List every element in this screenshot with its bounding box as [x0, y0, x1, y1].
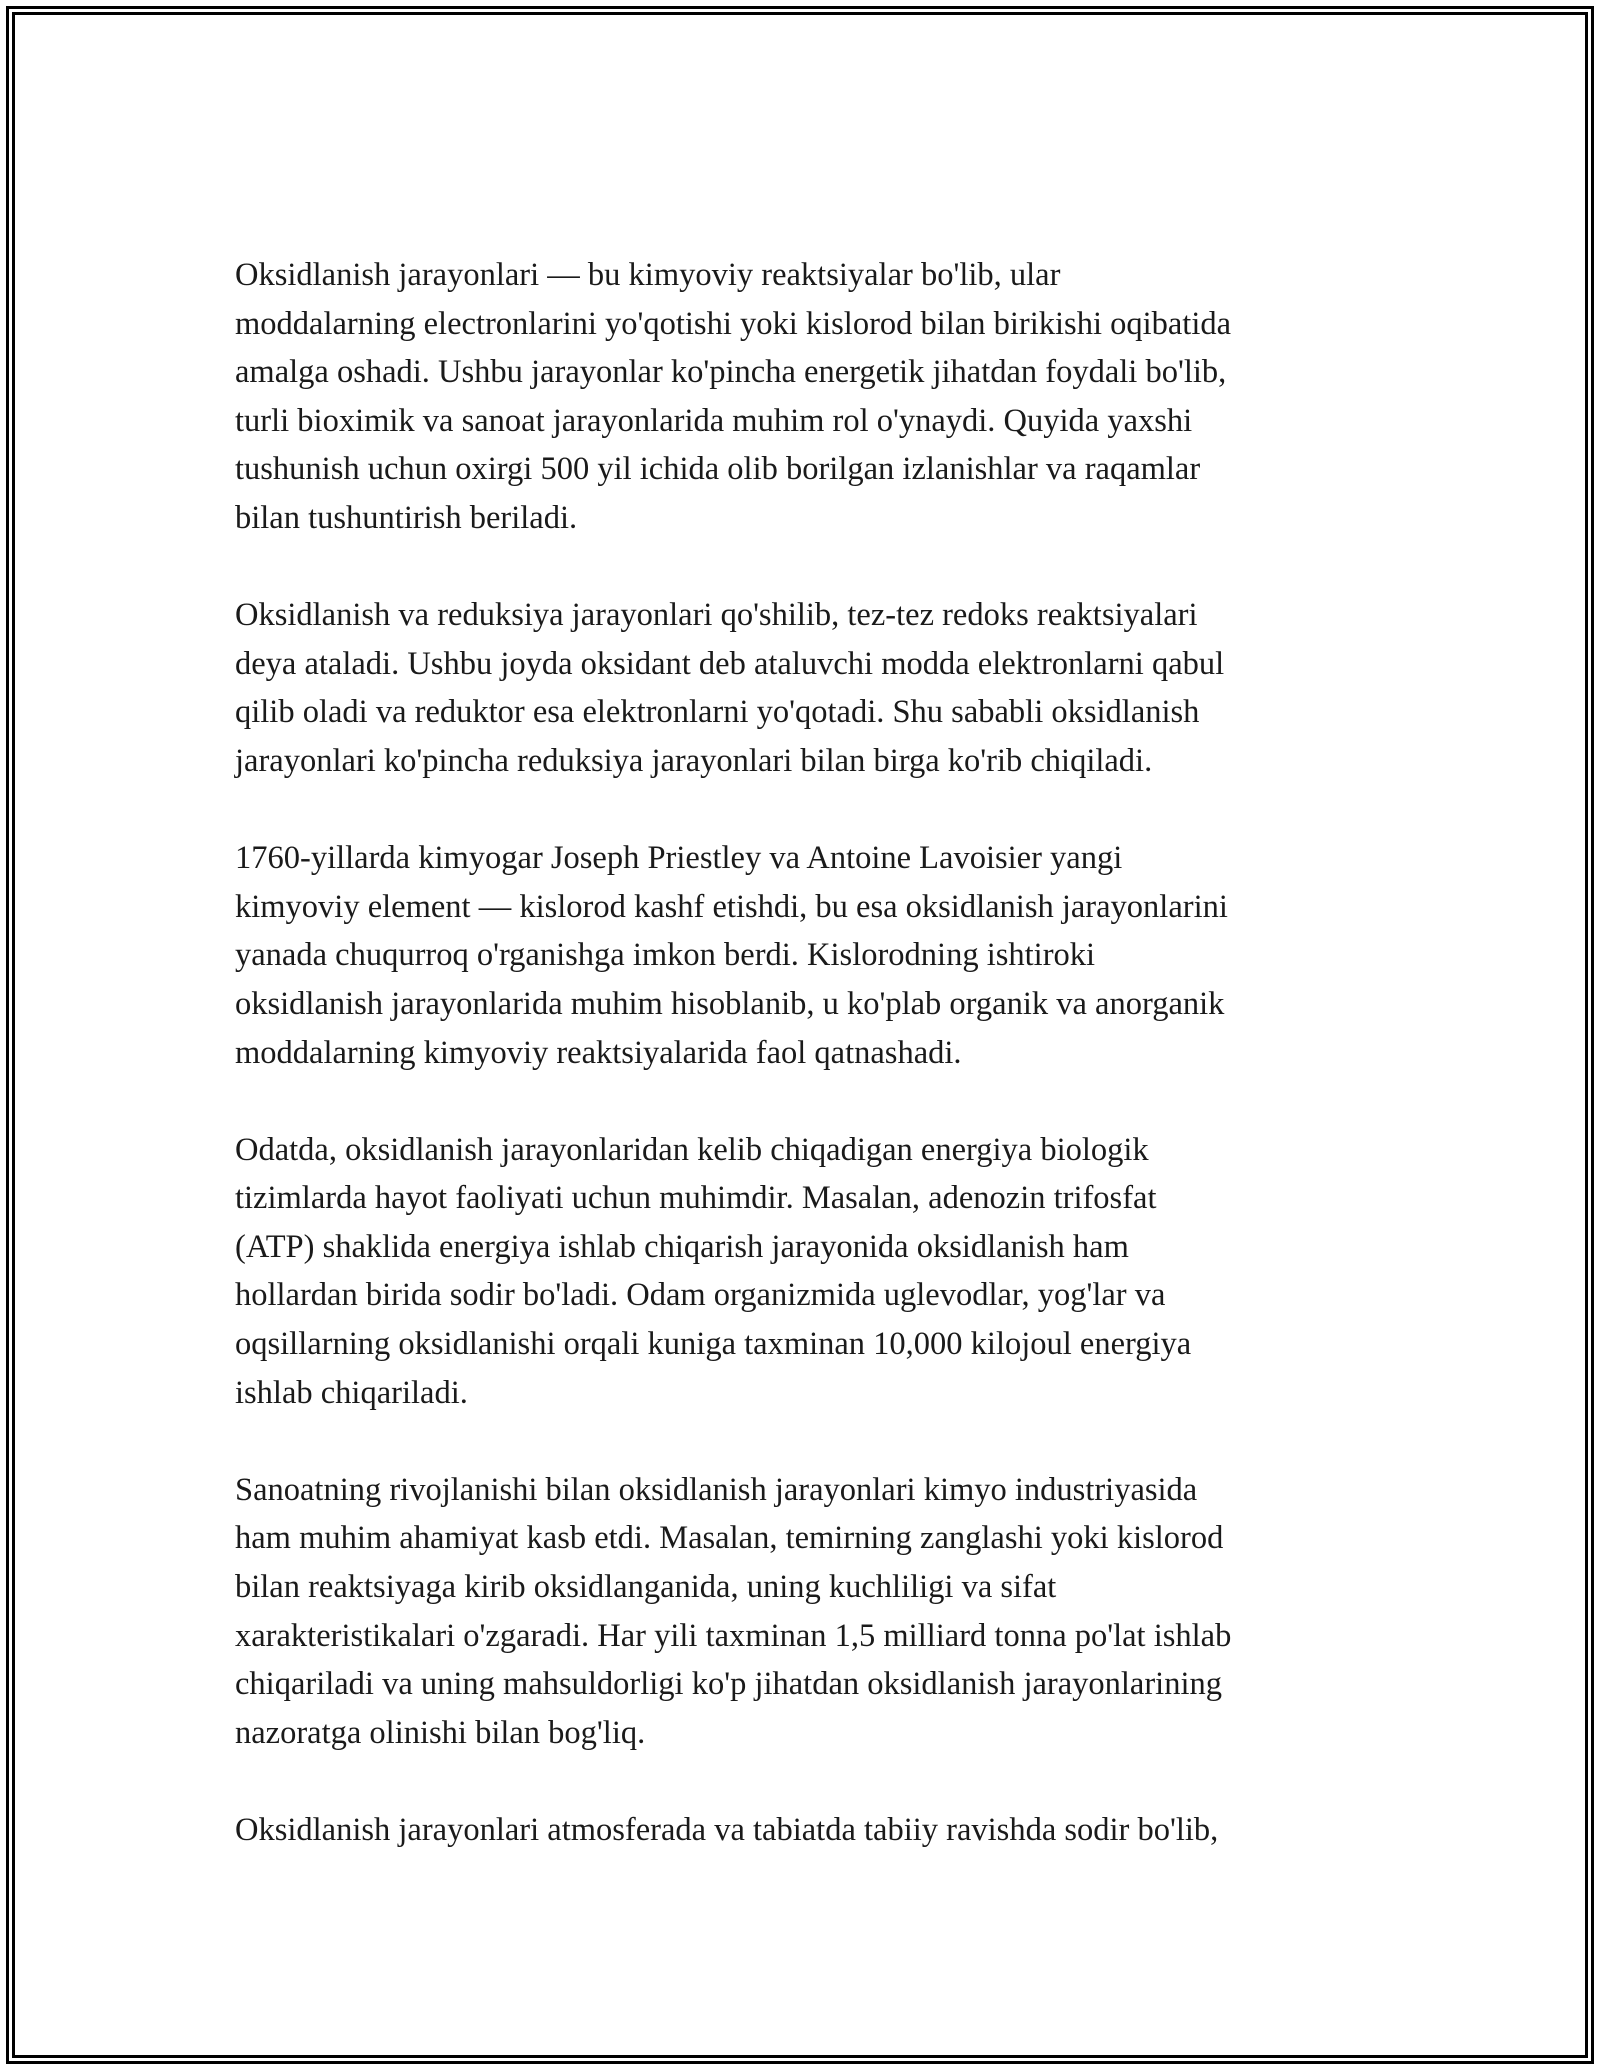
text-line: bilan reaktsiyaga kirib oksidlanganida, uning kuchliligi va sifat	[235, 1569, 1057, 1606]
paragraph-1	[235, 251, 1365, 543]
text-line: jarayonlari ko'pincha reduksiya jarayonlari bilan birga ko'rib chiqiladi.	[235, 742, 1153, 779]
text-line: xarakteristikalari o'zgaradi. Har yili taxminan 1,5 milliard tonna po'lat ishlab	[235, 1617, 1232, 1654]
document-body	[235, 251, 1365, 1903]
text-line: tizimlarda hayot faoliyati uchun muhimdir. Masalan, adenozin trifosfat	[235, 1180, 1157, 1217]
text-line: Oksidlanish jarayonlari atmosferada va tabiatda tabiiy ravishda sodir bo'lib,	[235, 1812, 1219, 1848]
text-line: (ATP) shaklida energiya ishlab chiqarish jarayonida oksidlanish ham	[235, 1228, 1129, 1265]
text-line: turli bioximik va sanoat jarayonlarida muhim rol o'ynaydi. Quyida yaxshi	[235, 402, 1193, 439]
text-line: yanada chuqurroq o'rganishga imkon berdi. Kislorodning ishtiroki	[235, 937, 1096, 974]
paragraph-5	[235, 1466, 1365, 1758]
paragraph-3	[235, 834, 1365, 1077]
text-line: bilan tushuntirish beriladi.	[235, 499, 578, 536]
text-line: deya ataladi. Ushbu joyda oksidant deb ataluvchi modda elektronlarni qabul	[235, 645, 1225, 682]
text-line: moddalarning kimyoviy reaktsiyalarida faol qatnashadi.	[235, 1034, 962, 1071]
text-line: Oksidlanish jarayonlari — bu kimyoviy reaktsiyalar bo'lib, ular	[235, 257, 1061, 293]
text-line: amalga oshadi. Ushbu jarayonlar ko'pincha energetik jihatdan foydali bo'lib,	[235, 354, 1227, 391]
text-line: moddalarning electronlarini yo'qotishi yoki kislorod bilan birikishi oqibatida	[235, 305, 1232, 342]
paragraph-6	[235, 1806, 1365, 1855]
text-line: ishlab chiqariladi.	[235, 1374, 468, 1411]
text-line: qilib oladi va reduktor esa elektronlarni yo'qotadi. Shu sababli oksidlanish	[235, 694, 1200, 731]
text-line: chiqariladi va uning mahsuldorligi ko'p jihatdan oksidlanish jarayonlarining	[235, 1666, 1222, 1703]
text-line: oqsillarning oksidlanishi orqali kuniga taxminan 10,000 kilojoul energiya	[235, 1326, 1192, 1363]
text-line: hollardan birida sodir bo'ladi. Odam organizmida uglevodlar, yog'lar va	[235, 1277, 1166, 1314]
paragraph-2	[235, 591, 1365, 785]
text-line: Odatda, oksidlanish jarayonlaridan kelib chiqadigan energiya biologik	[235, 1131, 1149, 1168]
text-line: 1760-yillarda kimyogar Joseph Priestley va Antoine Lavoisier yangi	[235, 840, 1123, 877]
text-line: nazoratga olinishi bilan bog'liq.	[235, 1714, 646, 1751]
text-line: kimyoviy element — kislorod kashf etishdi, bu esa oksidlanish jarayonlarini	[235, 888, 1228, 925]
text-line: tushunish uchun oxirgi 500 yil ichida olib borilgan izlanishlar va raqamlar	[235, 451, 1201, 488]
text-line: ham muhim ahamiyat kasb etdi. Masalan, temirning zanglashi yoki kislorod	[235, 1520, 1224, 1557]
paragraph-4	[235, 1126, 1365, 1418]
text-line: oksidlanish jarayonlarida muhim hisoblanib, u ko'plab organik va anorganik	[235, 985, 1225, 1022]
text-line: Oksidlanish va reduksiya jarayonlari qo'shilib, tez-tez redoks reaktsiyalari	[235, 597, 1198, 634]
text-line: Sanoatning rivojlanishi bilan oksidlanish jarayonlari kimyo industriyasida	[235, 1471, 1198, 1508]
